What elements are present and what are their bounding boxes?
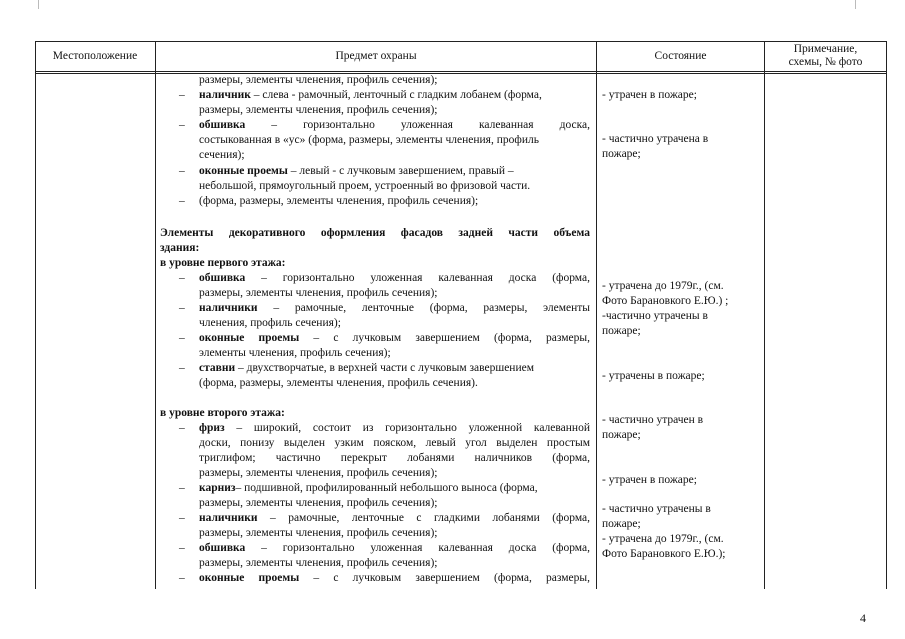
dash-bullet: – [179,572,185,584]
text-line: членения, профиль сечения); [199,317,341,329]
table-border-left [35,41,36,589]
header-location: Местоположение [52,49,138,62]
text-line: размеры, элементы членения, профиль сечения); [199,104,438,116]
text-line: (форма, размеры, элементы членения, профиль сечения). [199,377,478,389]
text-line: доски, понизу выделен узким пояском, левый угол выделен простым [199,437,590,449]
state-entry: пожаре; [602,429,641,441]
state-entry: Фото Барановкого Е.Ю.); [602,548,726,560]
table-header-divider [35,71,887,72]
scan-mark [855,0,856,9]
text-line: оконные проемы – левый - с лучковым завершением, правый – [199,165,514,177]
state-entry: пожаре; [602,518,641,530]
text-line: ставни – двухстворчатые, в верхней части с лучковым завершением [199,362,534,374]
dash-bullet: – [179,302,185,314]
dash-bullet: – [179,89,185,101]
state-entry: Фото Барановкого Е.Ю.) ; [602,295,729,307]
state-entry: пожаре; [602,148,641,160]
text-line: (форма, размеры, элементы членения, профиль сечения); [199,195,479,207]
text-line: наличники – рамочные, ленточные с гладкими лобанями (форма, [199,512,590,524]
text-line: размеры, элементы членения, профиль сечения); [199,497,438,509]
header-subject: Предмет охраны [335,49,417,62]
table-border-right [886,41,887,589]
text-line: оконные проемы – с лучковым завершением (форма, размеры, [199,332,590,344]
table-header-divider [35,73,887,74]
text-line: размеры, элементы членения, профиль сечения); [199,467,438,479]
text-line: небольшой, прямоугольный проем, устроенный во фризовой части. [199,180,531,192]
state-entry: - утрачена до 1979г., (см. [602,280,724,292]
subsection-heading: в уровне второго этажа: [160,407,285,419]
page-number: 4 [860,611,866,625]
dash-bullet: – [179,272,185,284]
dash-bullet: – [179,165,185,177]
dash-bullet: – [179,422,185,434]
dash-bullet: – [179,512,185,524]
header-state: Состояние [654,49,707,62]
text-line: фриз – широкий, состоит из горизонтально уложенной калеванной [199,422,590,434]
text-line: триглифом; частично перекрыт лобанями наличников (форма, [199,452,590,464]
table-column-divider [155,41,156,589]
state-entry: -частично утрачены в [602,310,708,322]
section-heading: здания: [160,242,200,254]
dash-bullet: – [179,119,185,131]
state-entry: - утрачены в пожаре; [602,370,705,382]
text-line: оконные проемы – с лучковым завершением (форма, размеры, [199,572,590,584]
scan-mark [38,0,39,9]
table-column-divider [764,41,765,589]
state-entry: - частично утрачен в [602,414,704,426]
state-entry: пожаре; [602,325,641,337]
subsection-heading: в уровне первого этажа: [160,257,286,269]
state-entry: - частично утрачена в [602,133,709,145]
text-line: размеры, элементы членения, профиль сечения); [199,287,438,299]
text-line: наличник – слева - рамочный, ленточный с гладким лобанем (форма, [199,89,542,101]
dash-bullet: – [179,332,185,344]
state-entry: - частично утрачены в [602,503,711,515]
dash-bullet: – [179,482,185,494]
dash-bullet: – [179,542,185,554]
text-line: сечения); [199,149,245,161]
text-line: обшивка – горизонтально уложенная калеванная доска (форма, [199,272,590,284]
text-line: размеры, элементы членения, профиль сечения); [199,74,438,86]
text-line: карниз– подшивной, профилированный небольшого выноса (форма, [199,482,538,494]
header-notes: Примечание, схемы, № фото [788,43,863,68]
text-line: размеры, элементы членения, профиль сечения); [199,557,438,569]
text-line: обшивка – горизонтально уложенная калеванная доска (форма, [199,542,590,554]
state-entry: - утрачена до 1979г., (см. [602,533,724,545]
dash-bullet: – [179,362,185,374]
text-line: обшивка – горизонтально уложенная калеванная доска, [199,119,590,131]
section-heading: Элементы декоративного оформления фасадов задней части объема [160,227,590,239]
text-line: размеры, элементы членения, профиль сечения); [199,527,438,539]
text-line: элементы членения, профиль сечения); [199,347,391,359]
text-line: наличники – рамочные, ленточные (форма, размеры, элементы [199,302,590,314]
dash-bullet: – [179,195,185,207]
table-column-divider [596,41,597,589]
text-line: состыкованная в «ус» (форма, размеры, элементы членения, профиль [199,134,539,146]
state-entry: - утрачен в пожаре; [602,474,697,486]
state-entry: - утрачен в пожаре; [602,89,697,101]
